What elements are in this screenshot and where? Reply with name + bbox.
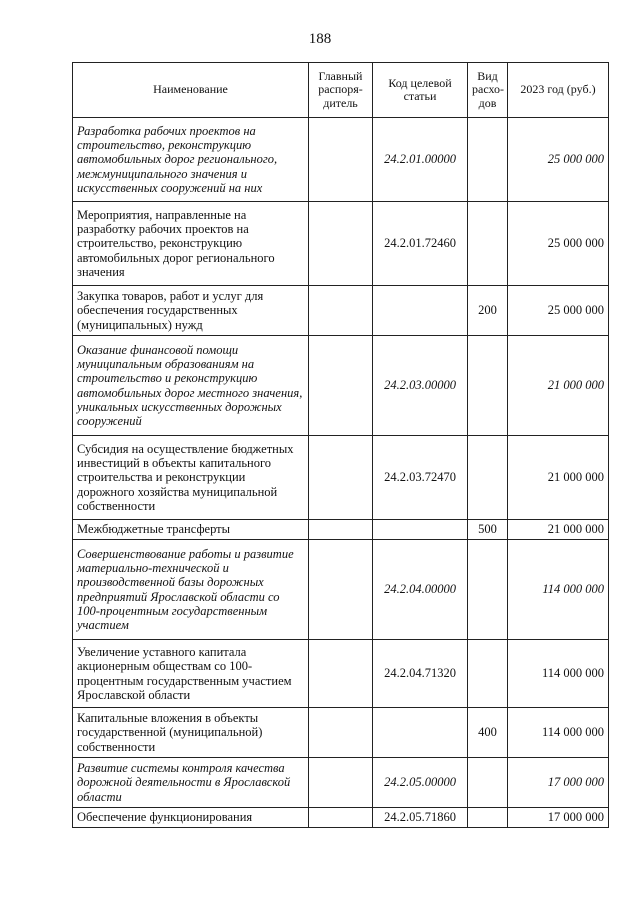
row-name-cell: Развитие системы контроля качества дорожной деятельности в Ярославской области xyxy=(73,758,309,808)
row-expense-type-cell xyxy=(468,202,508,286)
budget-table xyxy=(72,62,609,828)
row-name-cell: Разработка рабочих проектов на строительство, реконструкцию автомобильных дорог регионального, межмуниципального значения и искусственных сооружений на них xyxy=(73,118,309,202)
row-manager-cell xyxy=(309,640,373,708)
row-amount-cell: 25 000 000 xyxy=(508,286,609,336)
table-row xyxy=(73,336,609,436)
row-code-cell xyxy=(373,286,468,336)
row-expense-type-cell: 200 xyxy=(468,286,508,336)
row-expense-type-cell xyxy=(468,758,508,808)
table-body xyxy=(73,118,609,828)
row-amount-cell: 21 000 000 xyxy=(508,436,609,520)
row-amount-cell: 25 000 000 xyxy=(508,118,609,202)
row-name-cell: Межбюджетные трансферты xyxy=(73,520,309,540)
header-row xyxy=(73,63,609,118)
table-row xyxy=(73,540,609,640)
row-code-cell: 24.2.01.00000 xyxy=(373,118,468,202)
row-code-cell: 24.2.04.71320 xyxy=(373,640,468,708)
row-manager-cell xyxy=(309,202,373,286)
row-expense-type-cell xyxy=(468,640,508,708)
row-name-cell: Мероприятия, направленные на разработку рабочих проектов на строительство, реконструкцию автомобильных дорог регионального значения xyxy=(73,202,309,286)
row-manager-cell xyxy=(309,520,373,540)
row-expense-type-cell xyxy=(468,436,508,520)
table-row xyxy=(73,202,609,286)
row-expense-type-cell: 400 xyxy=(468,708,508,758)
row-amount-cell: 114 000 000 xyxy=(508,640,609,708)
page-number: 188 xyxy=(308,31,332,47)
row-expense-type-cell xyxy=(468,540,508,640)
row-amount-cell: 114 000 000 xyxy=(508,540,609,640)
table-row xyxy=(73,708,609,758)
header-name: Наименование xyxy=(73,63,309,118)
row-amount-cell: 17 000 000 xyxy=(508,808,609,828)
table-row xyxy=(73,640,609,708)
row-manager-cell xyxy=(309,708,373,758)
header-expense-type: Вид расхо-дов xyxy=(468,63,508,118)
row-code-cell: 24.2.03.00000 xyxy=(373,336,468,436)
table-row xyxy=(73,118,609,202)
row-expense-type-cell xyxy=(468,808,508,828)
row-amount-cell: 25 000 000 xyxy=(508,202,609,286)
row-code-cell xyxy=(373,520,468,540)
row-amount-cell: 21 000 000 xyxy=(508,520,609,540)
row-manager-cell xyxy=(309,118,373,202)
row-manager-cell xyxy=(309,808,373,828)
row-manager-cell xyxy=(309,286,373,336)
row-expense-type-cell xyxy=(468,336,508,436)
row-expense-type-cell: 500 xyxy=(468,520,508,540)
row-manager-cell xyxy=(309,540,373,640)
row-manager-cell xyxy=(309,336,373,436)
row-name-cell: Обеспечение функционирования xyxy=(73,808,309,828)
row-code-cell: 24.2.04.00000 xyxy=(373,540,468,640)
header-manager: Главный распоря-дитель xyxy=(309,63,373,118)
row-name-cell: Субсидия на осуществление бюджетных инвестиций в объекты капитального строительства и реконструкции дорожного хозяйства муниципальной собственности xyxy=(73,436,309,520)
header-code: Код целевой статьи xyxy=(373,63,468,118)
row-code-cell: 24.2.03.72470 xyxy=(373,436,468,520)
table-row xyxy=(73,286,609,336)
row-code-cell: 24.2.05.71860 xyxy=(373,808,468,828)
row-code-cell: 24.2.05.00000 xyxy=(373,758,468,808)
table-row xyxy=(73,808,609,828)
row-manager-cell xyxy=(309,436,373,520)
row-amount-cell: 17 000 000 xyxy=(508,758,609,808)
table-row xyxy=(73,758,609,808)
table-row xyxy=(73,520,609,540)
row-manager-cell xyxy=(309,758,373,808)
header-amount: 2023 год (руб.) xyxy=(508,63,609,118)
row-amount-cell: 114 000 000 xyxy=(508,708,609,758)
row-code-cell xyxy=(373,708,468,758)
row-name-cell: Оказание финансовой помощи муниципальным образованиям на строительство и реконструкцию автомобильных дорог местного значения, уникальных искусственных дорожных сооружений xyxy=(73,336,309,436)
row-name-cell: Совершенствование работы и развитие материально-технической и производственной базы дорожных предприятий Ярославской области со 100-процентным государственным участием xyxy=(73,540,309,640)
row-name-cell: Увеличение уставного капитала акционерным обществам со 100-процентным государственным участием Ярославской области xyxy=(73,640,309,708)
row-name-cell: Закупка товаров, работ и услуг для обеспечения государственных (муниципальных) нужд xyxy=(73,286,309,336)
row-expense-type-cell xyxy=(468,118,508,202)
row-amount-cell: 21 000 000 xyxy=(508,336,609,436)
row-code-cell: 24.2.01.72460 xyxy=(373,202,468,286)
table-row xyxy=(73,436,609,520)
row-name-cell: Капитальные вложения в объекты государственной (муниципальной) собственности xyxy=(73,708,309,758)
